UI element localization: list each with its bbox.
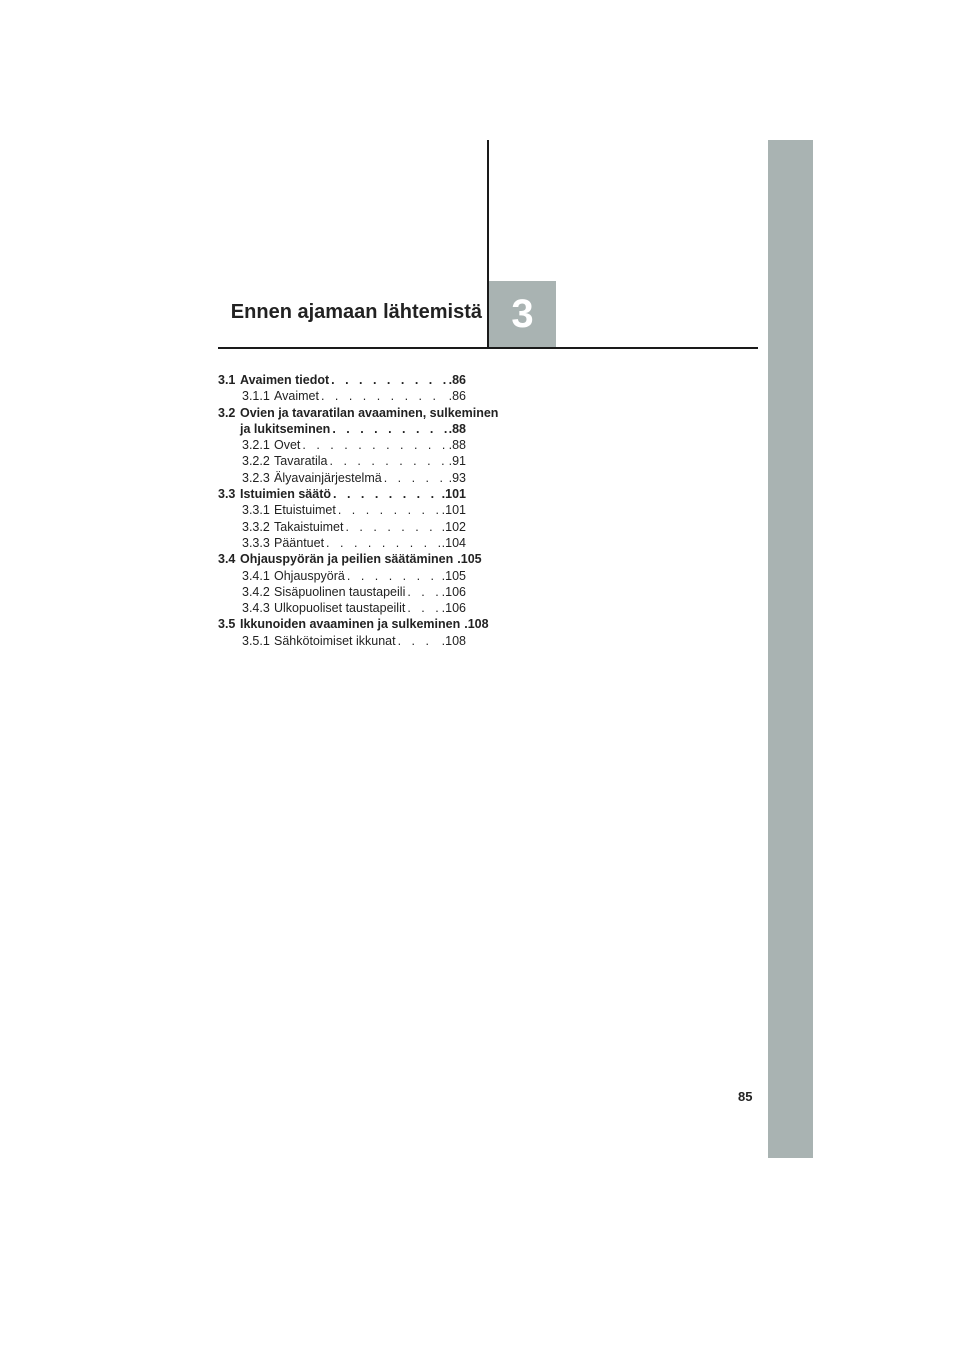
header-horizontal-rule [218, 347, 758, 349]
toc-section-3-3[interactable]: 3.3 Istuimien säätö . . . .101 [218, 486, 466, 502]
toc-subsection-3-2-1[interactable]: 3.2.1 Ovet . . . .88 [218, 437, 466, 453]
toc-subsection-3-4-1[interactable]: 3.4.1 Ohjauspyörä . . . .105 [218, 568, 466, 584]
chapter-side-tab [768, 140, 813, 1158]
toc-subsection-3-3-3[interactable]: 3.3.3 Pääntuet . . . .104 [218, 535, 466, 551]
chapter-title: Ennen ajamaan lähtemistä [230, 301, 482, 323]
toc-subsection-3-5-1[interactable]: 3.5.1 Sähkötoimiset ikkunat . . . .108 [218, 633, 466, 649]
chapter-number-box: 3 [489, 281, 556, 347]
toc-section-3-1[interactable]: 3.1 Avaimen tiedot . . . .86 [218, 372, 466, 388]
toc-subsection-3-3-1[interactable]: 3.3.1 Etuistuimet . . . .101 [218, 502, 466, 518]
toc-section-3-2[interactable]: 3.2 Ovien ja tavaratilan avaaminen, sulkeminen [218, 405, 499, 420]
toc-subsection-3-3-2[interactable]: 3.3.2 Takaistuimet . . . .102 [218, 519, 466, 535]
toc-section-3-2-continued[interactable]: ja lukitseminen . . . .88 [218, 421, 466, 437]
table-of-contents [218, 372, 499, 649]
toc-subsection-3-2-2[interactable]: 3.2.2 Tavaratila . . . .91 [218, 453, 466, 469]
toc-section-3-4[interactable]: 3.4 Ohjauspyörän ja peilien säätäminen .105 [218, 552, 482, 567]
toc-subsection-3-2-3[interactable]: 3.2.3 Älyavainjärjestelmä . . . .93 [218, 470, 466, 486]
toc-subsection-3-4-2[interactable]: 3.4.2 Sisäpuolinen taustapeili . . . .106 [218, 584, 466, 600]
toc-subsection-3-1-1[interactable]: 3.1.1 Avaimet . . . .86 [218, 388, 466, 404]
page-number: 85 [738, 1089, 753, 1104]
toc-subsection-3-4-3[interactable]: 3.4.3 Ulkopuoliset taustapeilit . . . .106 [218, 600, 466, 616]
toc-section-3-5[interactable]: 3.5 Ikkunoiden avaaminen ja sulkeminen .108 [218, 617, 489, 632]
